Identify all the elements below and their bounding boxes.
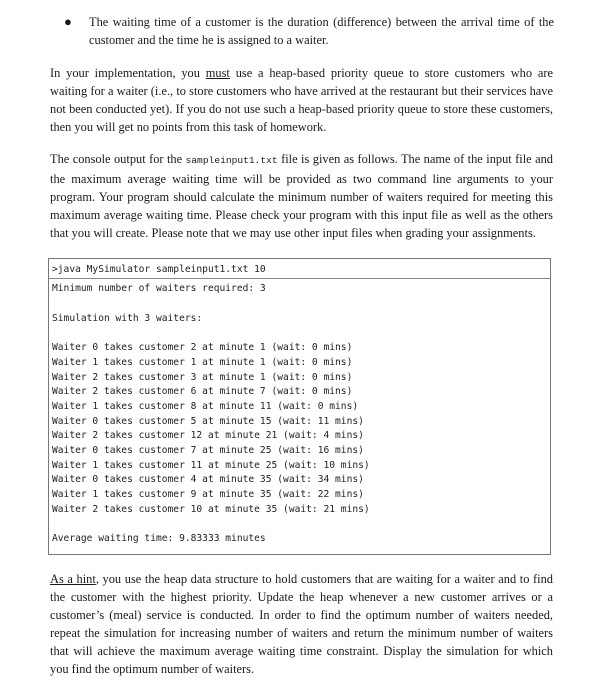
- paragraph-console-output: [50, 150, 553, 242]
- bullet-icon: ●: [64, 14, 72, 29]
- console-line: Waiter 0 takes customer 2 at minute 1 (wait: 0 mins): [52, 342, 353, 354]
- console-line: Waiter 2 takes customer 6 at minute 7 (wait: 0 mins): [52, 386, 353, 398]
- hint-label: As a hint: [50, 572, 96, 586]
- console-line: Waiter 1 takes customer 8 at minute 11 (wait: 0 mins): [52, 400, 359, 412]
- console-average-waiting-time: Average waiting time: 9.83333 minutes: [52, 533, 266, 545]
- para1-before: In your implementation, you: [50, 66, 206, 80]
- console-line: Waiter 2 takes customer 12 at minute 21 (wait: 4 mins): [52, 430, 364, 442]
- console-output-box: [48, 258, 551, 555]
- paragraph-heap-requirement: [50, 64, 553, 136]
- console-line: Waiter 1 takes customer 11 at minute 25 (wait: 10 mins): [52, 459, 370, 471]
- console-line: Waiter 1 takes customer 9 at minute 35 (wait: 22 mins): [52, 489, 364, 500]
- para1-after: use a heap-based priority queue to store customers who are waiting for a waiter (i.e., to store customers who have arrived at the restaurant but their services have not been conducted yet). If you do not use such a heap-based priority queue to store these customers, then you will get no points from this task of homework.: [50, 66, 553, 134]
- bullet-text: The waiting time of a customer is the duration (difference) between the arrival time of the customer and the time he is assigned to a waiter.: [89, 15, 554, 47]
- console-command: >java MySimulator sampleinput1.txt 10: [52, 264, 266, 275]
- bullet-item: [64, 13, 554, 49]
- console-line: Waiter 0 takes customer 5 at minute 15 (wait: 11 mins): [52, 415, 364, 427]
- paragraph-hint: [50, 570, 553, 678]
- console-line: Waiter 2 takes customer 10 at minute 35 (wait: 21 mins): [52, 503, 370, 515]
- console-line: Waiter 2 takes customer 3 at minute 1 (wait: 0 mins): [52, 371, 353, 383]
- console-simulation-header: Simulation with 3 waiters:: [52, 312, 203, 324]
- console-line: Waiter 0 takes customer 4 at minute 35 (wait: 34 mins): [52, 474, 364, 486]
- para2-before: The console output for the: [50, 152, 186, 166]
- console-line: Waiter 1 takes customer 1 at minute 1 (wait: 0 mins): [52, 356, 353, 368]
- console-line: Waiter 0 takes customer 7 at minute 25 (wait: 16 mins): [52, 444, 364, 456]
- console-minimum-waiters: Minimum number of waiters required: 3: [52, 283, 266, 295]
- input-filename: sampleinput1.txt: [185, 155, 278, 166]
- para3-after: , you use the heap data structure to hold customers that are waiting for a waiter and to find the customer with the highest priority. Update the heap whenever a new customer arrives or a customer’s (meal) service is conducted. In order to find the optimum number of waiters needed, repeat the simulation for increasing number of waiters and return the minimum number of waiters that will achieve the maximum average waiting time constraint. Display the simulation for which you find the optimum number of waiters.: [50, 572, 553, 676]
- para2-after: file is given as follows. The name of the input file and the maximum average waiting time will be provided as two command line arguments to your program. Your program should calculate the minimum number of waiters required for meeting this maximum average waiting time. Please check your program with this input file as well as the others that you will create. Please note that we may use other input files when grading your assignments.: [50, 152, 553, 240]
- must-emphasis: must: [205, 66, 230, 80]
